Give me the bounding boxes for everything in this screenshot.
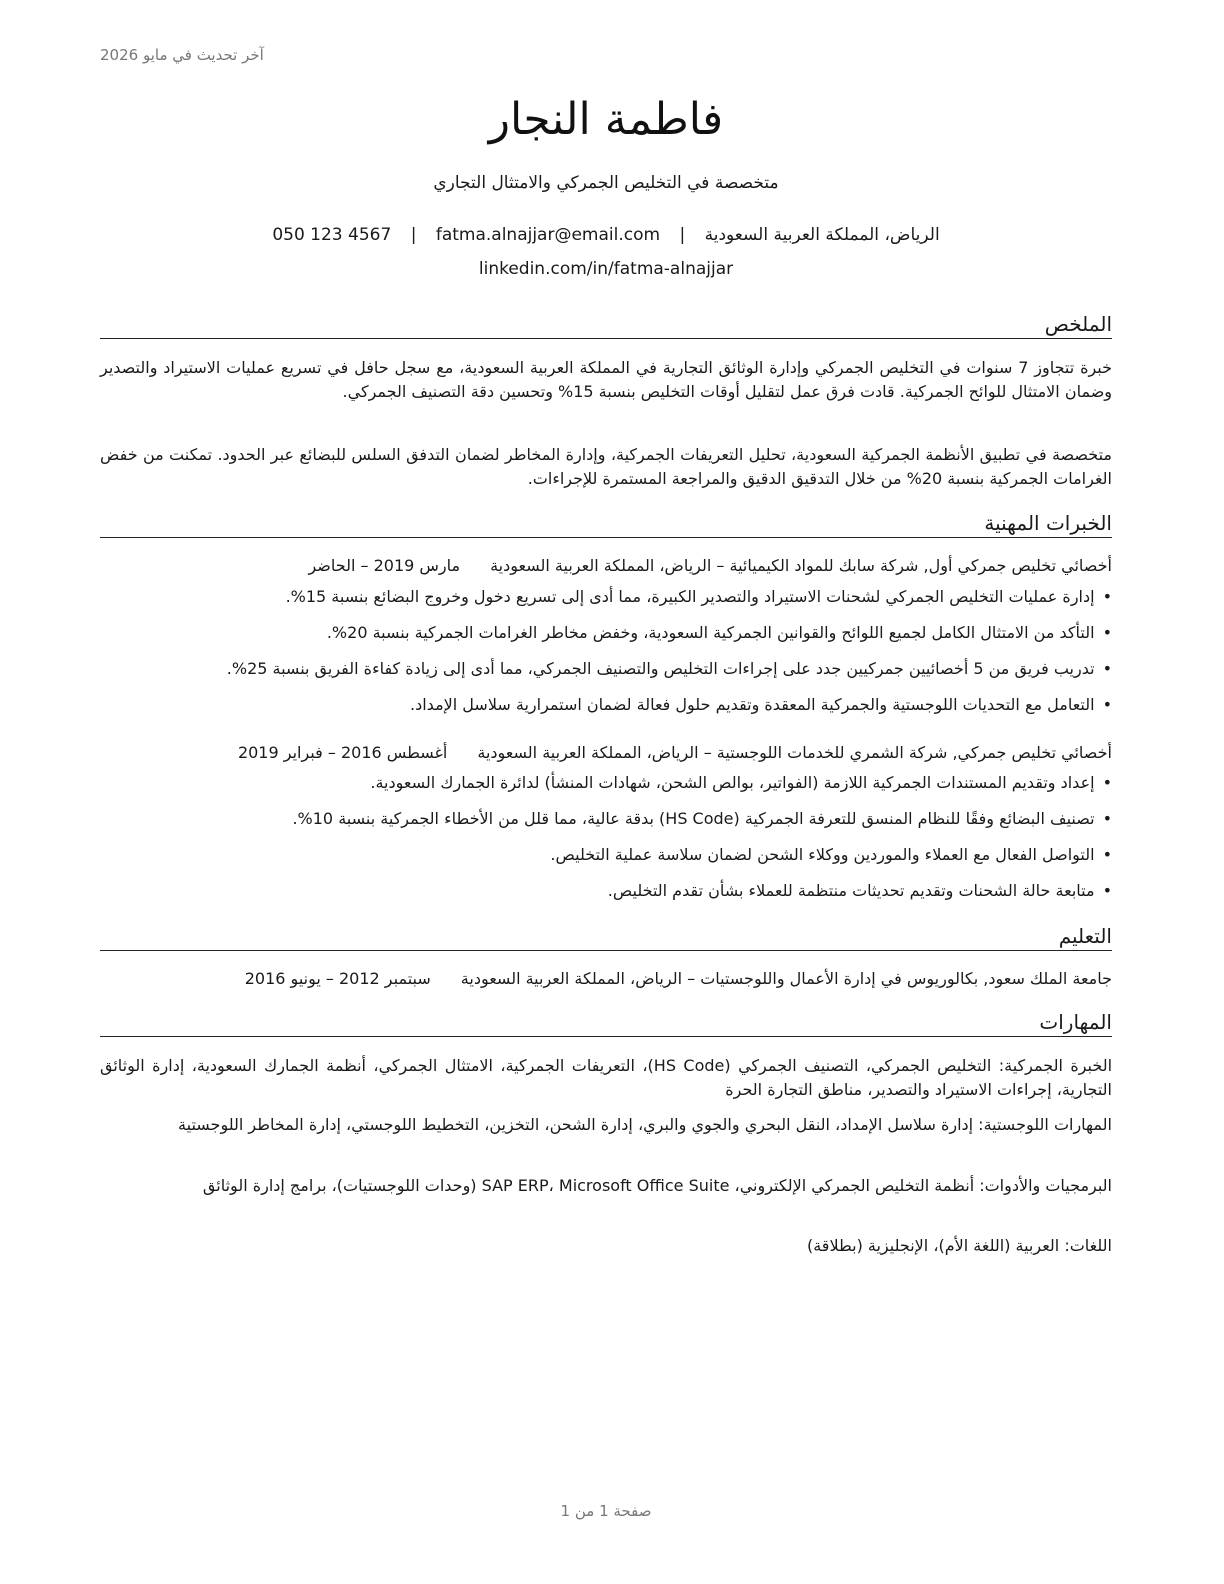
bullet-item: • تصنيف البضائع وفقًا للنظام المنسق للتعرفة الجمركية (HS Code) بدقة عالية، مما قلل من الأخطاء الجمركية بنسبة 10%. [100,807,1112,843]
bullet-item: • إدارة عمليات التخليص الجمركي لشحنات الاستيراد والتصدير الكبيرة، مما أدى إلى تسريع دخول وخروج البضائع بنسبة 15%. [100,585,1112,621]
job-dates: مارس 2019 – الحاضر [308,556,461,575]
contact-email[interactable]: fatma.alnajjar@email.com [435,225,661,245]
job-title-company: أخصائي تخليص جمركي, شركة الشمري للخدمات اللوجستية – الرياض، المملكة العربية السعودية [477,743,1112,762]
section-heading-skills: المهارات [100,1008,1112,1037]
job-bullets [100,771,1112,915]
bullet-item: • التأكد من الامتثال الكامل لجميع اللوائح والقوانين الجمركية السعودية، وخفض مخاطر الغرامات الجمركية بنسبة 20%. [100,621,1112,657]
section-heading-education: التعليم [100,922,1112,951]
summary-paragraph: متخصصة في تطبيق الأنظمة الجمركية السعودية، تحليل التعريفات الجمركية، وإدارة المخاطر لضمان التدفق السلس للبضائع عبر الحدود. تمكنت من خفض الغرامات الجمركية بنسبة 20% من خلال التدقيق الدقيق والمراجعة المستمرة للإجراءات. [100,445,1112,488]
job-header [100,554,1112,578]
education-dates: سبتمبر 2012 – يونيو 2016 [244,969,431,988]
linkedin-link[interactable]: linkedin.com/in/fatma-alnajjar [478,259,734,279]
bullet-item: • إعداد وتقديم المستندات الجمركية اللازمة (الفواتير، بوالص الشحن، شهادات المنشأ) لدائرة الجمارك السعودية. [100,771,1112,807]
education-entry [100,967,1112,991]
bullet-item: • التعامل مع التحديات اللوجستية والجمركية المعقدة وتقديم حلول فعالة لضمان استمرارية سلاسل الإمداد. [100,693,1112,729]
contact-separator: | [679,225,686,245]
education-school-degree: جامعة الملك سعود, بكالوريوس في إدارة الأعمال واللوجستيات – الرياض، المملكة العربية السعودية [460,969,1112,988]
section-heading-experience: الخبرات المهنية [100,509,1112,538]
summary-paragraph: خبرة تتجاوز 7 سنوات في التخليص الجمركي وإدارة الوثائق التجارية في المملكة العربية السعودية، مع سجل حافل في تسريع عمليات الاستيراد والتصدير وضمان الامتثال للوائح الجمركية. قادت فرق عمل لتقليل أوقات التخليص بنسبة 15% وتحسين دقة التصنيف الجمركي. [100,358,1112,401]
skills-item: اللغات: العربية (اللغة الأم)، الإنجليزية (بطلاقة) [806,1236,1112,1255]
candidate-title: متخصصة في التخليص الجمركي والامتثال التجاري [433,173,779,193]
contact-separator: | [410,225,417,245]
candidate-name: فاطمة النجار [488,94,724,145]
contact-phone: 050 123 4567 [272,225,392,245]
bullet-item: • تدريب فريق من 5 أخصائيين جمركيين جدد على إجراءات التخليص والتصنيف الجمركي، مما أدى إلى زيادة كفاءة الفريق بنسبة 25%. [100,657,1112,693]
contact-location: الرياض، المملكة العربية السعودية [704,225,940,245]
job-title-company: أخصائي تخليص جمركي أول, شركة سابك للمواد الكيميائية – الرياض، المملكة العربية السعودية [490,556,1112,575]
last-updated: آخر تحديث في مايو 2026 [100,46,264,64]
contact-line [100,222,1112,248]
bullet-item: • متابعة حالة الشحنات وتقديم تحديثات منتظمة للعملاء بشأن تقدم التخليص. [100,879,1112,915]
skills-item: البرمجيات والأدوات: أنظمة التخليص الجمركي الإلكتروني، SAP ERP، Microsoft Office Suite (وحدات اللوجستيات)، برامج إدارة الوثائق [202,1176,1112,1195]
bullet-item: • التواصل الفعال مع العملاء والموردين ووكلاء الشحن لضمان سلاسة عملية التخليص. [100,843,1112,879]
skills-item: المهارات اللوجستية: إدارة سلاسل الإمداد، النقل البحري والجوي والبري، إدارة الشحن، التخزين، التخطيط اللوجستي، إدارة المخاطر اللوجستية [178,1115,1112,1134]
job-bullets [100,585,1112,729]
job-dates: أغسطس 2016 – فبراير 2019 [237,743,448,762]
job-header [100,741,1112,765]
resume-page [100,0,1112,1584]
page-number: صفحة 1 من 1 [560,1502,652,1520]
skills-item: الخبرة الجمركية: التخليص الجمركي، التصنيف الجمركي (HS Code)، التعريفات الجمركية، الامتثال الجمركي، أنظمة الجمارك السعودية، إدارة الوثائق التجارية، إجراءات الاستيراد والتصدير، مناطق التجارة الحرة [100,1056,1113,1099]
section-heading-summary: الملخص [100,310,1112,339]
